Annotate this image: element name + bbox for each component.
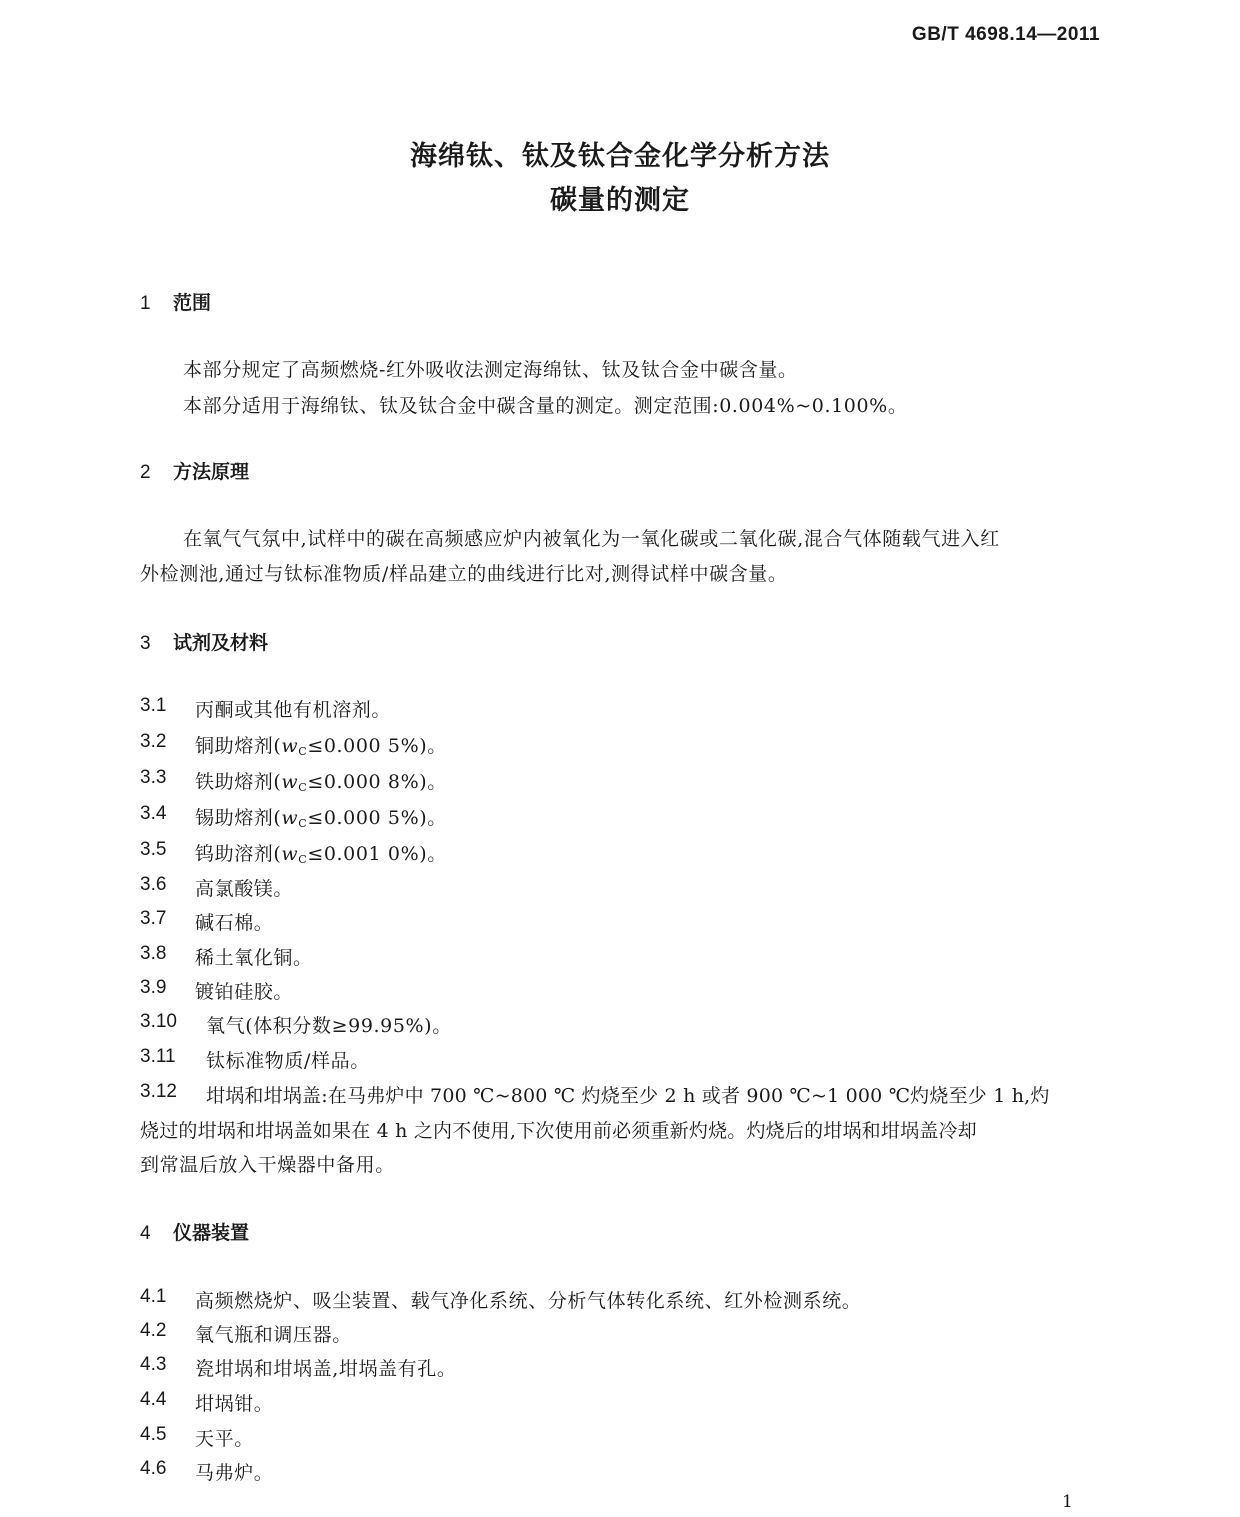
mass-fraction-symbol: w bbox=[281, 843, 299, 865]
item-number: 3.1 bbox=[140, 695, 167, 716]
item-text: 碱石棉。 bbox=[195, 912, 274, 934]
mass-fraction-symbol: w bbox=[281, 771, 299, 793]
item-text: 天平。 bbox=[195, 1428, 254, 1450]
section-heading-3 bbox=[140, 628, 268, 655]
section-title: 试剂及材料 bbox=[173, 632, 269, 654]
item-number: 4.4 bbox=[140, 1389, 167, 1410]
item-text bbox=[195, 731, 447, 758]
section-number: 2 bbox=[140, 462, 151, 483]
subscript: C bbox=[298, 817, 308, 830]
item-text: 稀土氧化铜。 bbox=[195, 947, 313, 969]
reagent-name: 铁助熔剂( bbox=[195, 771, 282, 793]
subscript: C bbox=[298, 853, 308, 866]
item-text: 高氯酸镁。 bbox=[195, 878, 294, 900]
condition: ≤0.000 5%)。 bbox=[307, 807, 447, 829]
item-text bbox=[195, 839, 447, 866]
item-number: 3.12 bbox=[140, 1081, 177, 1102]
item-text bbox=[195, 767, 447, 794]
item-number: 3.4 bbox=[140, 803, 167, 824]
item-text: 到常温后放入干燥器中备用。 bbox=[140, 1154, 395, 1176]
document-title: 海绵钛、钛及钛合金化学分析方法 bbox=[410, 141, 830, 172]
item-text: 钛标准物质/样品。 bbox=[206, 1050, 370, 1072]
section-heading-1 bbox=[140, 288, 211, 315]
item-text: 氧气瓶和调压器。 bbox=[195, 1324, 352, 1346]
item-text: 坩埚钳。 bbox=[195, 1393, 274, 1415]
item-number: 4.1 bbox=[140, 1286, 167, 1307]
item-number: 4.2 bbox=[140, 1320, 167, 1341]
item-text: 高频燃烧炉、吸尘装置、载气净化系统、分析气体转化系统、红外检测系统。 bbox=[195, 1290, 862, 1312]
item-number: 3.7 bbox=[140, 908, 167, 929]
item-number: 4.6 bbox=[140, 1458, 167, 1479]
document-subtitle: 碳量的测定 bbox=[550, 185, 690, 216]
standard-code: GB/T 4698.14—2011 bbox=[911, 24, 1100, 45]
item-number: 3.6 bbox=[140, 874, 167, 895]
section-number: 1 bbox=[140, 293, 151, 314]
section-number: 4 bbox=[140, 1223, 151, 1244]
condition: ≤0.000 8%)。 bbox=[307, 771, 447, 793]
item-number: 3.3 bbox=[140, 767, 167, 788]
section-heading-4 bbox=[140, 1218, 249, 1245]
item-text: 马弗炉。 bbox=[195, 1462, 274, 1484]
subscript: C bbox=[298, 745, 308, 758]
paragraph: 本部分适用于海绵钛、钛及钛合金中碳含量的测定。测定范围:0.004%~0.100%。 bbox=[183, 395, 908, 417]
item-number: 3.8 bbox=[140, 943, 167, 964]
item-text: 氧气(体积分数≥99.95%)。 bbox=[206, 1015, 452, 1037]
item-text: 坩埚和坩埚盖:在马弗炉中 700 ℃~800 ℃ 灼烧至少 2 h 或者 900 ℃~1 000 ℃灼烧至少 1 h,灼 bbox=[206, 1085, 1050, 1107]
mass-fraction-symbol: w bbox=[281, 807, 299, 829]
reagent-name: 锡助熔剂( bbox=[195, 807, 282, 829]
reagent-name: 铜助熔剂( bbox=[195, 735, 282, 757]
item-number: 3.5 bbox=[140, 839, 167, 860]
item-text: 烧过的坩埚和坩埚盖如果在 4 h 之内不使用,下次使用前必须重新灼烧。灼烧后的坩埚和坩埚盖冷却 bbox=[140, 1120, 977, 1142]
condition: ≤0.000 5%)。 bbox=[307, 735, 447, 757]
subscript: C bbox=[298, 781, 308, 794]
item-text bbox=[195, 803, 447, 830]
paragraph: 外检测池,通过与钛标准物质/样品建立的曲线进行比对,测得试样中碳含量。 bbox=[140, 563, 788, 585]
mass-fraction-symbol: w bbox=[281, 735, 299, 757]
paragraph: 在氧气气氛中,试样中的碳在高频感应炉内被氧化为一氧化碳或二氧化碳,混合气体随载气进入红 bbox=[183, 528, 1000, 550]
section-heading-2 bbox=[140, 457, 249, 484]
section-title: 仪器装置 bbox=[173, 1222, 250, 1244]
item-text: 镀铂硅胶。 bbox=[195, 981, 294, 1003]
section-title: 方法原理 bbox=[173, 461, 250, 483]
item-number: 4.3 bbox=[140, 1354, 167, 1375]
item-number: 3.2 bbox=[140, 731, 167, 752]
item-number: 3.11 bbox=[140, 1046, 176, 1067]
section-title: 范围 bbox=[173, 292, 212, 314]
reagent-name: 钨助溶剂( bbox=[195, 843, 282, 865]
item-number: 4.5 bbox=[140, 1424, 167, 1445]
item-number: 3.10 bbox=[140, 1011, 177, 1032]
item-number: 3.9 bbox=[140, 977, 167, 998]
page-number: 1 bbox=[1062, 1492, 1073, 1512]
section-number: 3 bbox=[140, 633, 151, 654]
paragraph: 本部分规定了高频燃烧-红外吸收法测定海绵钛、钛及钛合金中碳含量。 bbox=[183, 359, 798, 381]
item-text: 瓷坩埚和坩埚盖,坩埚盖有孔。 bbox=[195, 1358, 457, 1380]
condition: ≤0.001 0%)。 bbox=[307, 843, 447, 865]
item-text: 丙酮或其他有机溶剂。 bbox=[195, 699, 392, 721]
